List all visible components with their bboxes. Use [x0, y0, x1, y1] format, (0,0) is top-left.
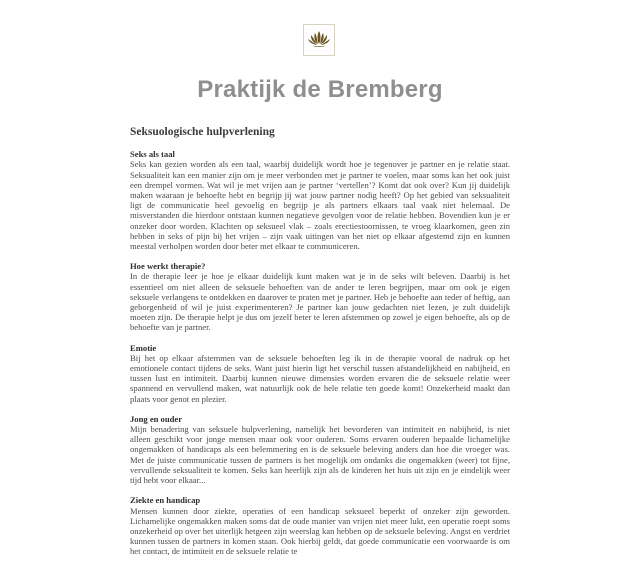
section-body: Mijn benadering van seksuele hulpverlening, namelijk het bevorderen van intimiteit en nabijheid, is niet alleen geschikt voor jonge mensen maar ook voor ouderen. Soms ervaren ouderen bepaalde lichamelijke ongemakken of handicaps als een belemmering en is de seksuele beleving anders dan hoe die vroeger was. Met de juiste communicatie tussen de partners is het mogelijk om ondanks die ongemakken (weer) tot fijne, vervullende seksualiteit te komen. Seks kan heerlijk zijn als de kinderen het huis uit zijn en je eindelijk weer tijd hebt voor elkaar... [130, 424, 510, 486]
section-body: Seks kan gezien worden als een taal, waarbij duidelijk wordt hoe je tegenover je partner en je relatie staat. Seksualiteit kan een manier zijn om je meer verbonden met je partner te voelen, maar soms kan het ook juist een drempel vormen. Wat wil je met vrijen aan je partner ‘vertellen’? Komt dat ook over? Kun jij duidelijk maken waaraan je behoefte hebt en begrijp jij wat jouw partner nodig heeft? Op het gebied van seksualiteit ligt de communicatie heel gevoelig en begrijp je als partners elkaars taal vaak niet helemaal. De misverstanden die hierdoor ontstaan kunnen negatieve gevolgen voor de relatie hebben. Bovendien kun je er onzeker door worden. Klachten op seksueel vlak – zoals erectiestoornissen, te vroeg klaarkomen, geen zin hebben in seks of pijn bij het vrijen – zijn vaak uitingen van het niet op elkaar afgestemd zijn en kunnen meestal verholpen worden door beter met elkaar te communiceren. [130, 159, 510, 252]
section-body: Bij het op elkaar afstemmen van de seksuele behoeften leg ik in de therapie vooral de nadruk op het emotionele contact tijdens de seks. Want juist hierin ligt het verschil tussen afstandelijkheid en nabijheid, en tussen lust en intimiteit. Daarbij kunnen nieuwe dimensies worden ervaren die de seksuele relatie weer spannend en vervullend maken, wat natuurlijk ook de hele relatie ten goede komt! Onzekerheid maakt dan plaats voor genot en plezier. [130, 352, 510, 404]
lotus-icon [304, 25, 334, 55]
page-heading: Seksuologische hulpverlening [130, 126, 275, 138]
section-title: Hoe werkt therapie? [130, 261, 206, 272]
section-body: Mensen kunnen door ziekte, operaties of een handicap seksueel beperkt of onzeker zijn geworden. Lichamelijke ongemakken maken soms dat de oude manier van vrijen niet meer lukt, een operatie roept soms onzekerheid op over het uiterlijk hetgeen zijn weerslag kan hebben op de seksuele beleving. Angst en verdriet kunnen tussen de partners in komen staan. Ook hierbij geldt, dat goede communicatie een voorwaarde is om het contact, de intimiteit en de seksuele relatie te [130, 505, 510, 557]
section-title: Ziekte en handicap [130, 495, 201, 506]
site-title: Praktijk de Bremberg [197, 76, 443, 103]
section-hoe-werkt-therapie [130, 261, 510, 332]
section-title: Seks als taal [130, 149, 175, 160]
section-jong-en-ouder [130, 414, 510, 485]
logo[interactable] [303, 24, 335, 56]
section-body: In de therapie leer je hoe je elkaar duidelijk kunt maken wat je in de seks wilt beleven. Daarbij is het essentieel om niet alleen de seksuele behoeften van de ander te leren begrijpen, maar om ook je eigen seksuele verlangens te ontdekken en daarover te praten met je partner. Heb je behoefte aan teder of heftig, aan geborgenheid of wil je juist experimenteren? Je partner kan jouw gedachten niet lezen, je zult duidelijk moeten zijn. De therapie helpt je dus om jezelf beter te leren afstemmen op zowel je eigen behoefte, als op de behoefte van je partner. [130, 271, 510, 333]
section-title: Jong en ouder [130, 413, 183, 424]
section-title: Emotie [130, 342, 157, 353]
section-seks-als-taal [130, 149, 510, 251]
section-emotie [130, 343, 510, 404]
section-ziekte-en-handicap [130, 495, 510, 556]
main-content [130, 127, 510, 567]
